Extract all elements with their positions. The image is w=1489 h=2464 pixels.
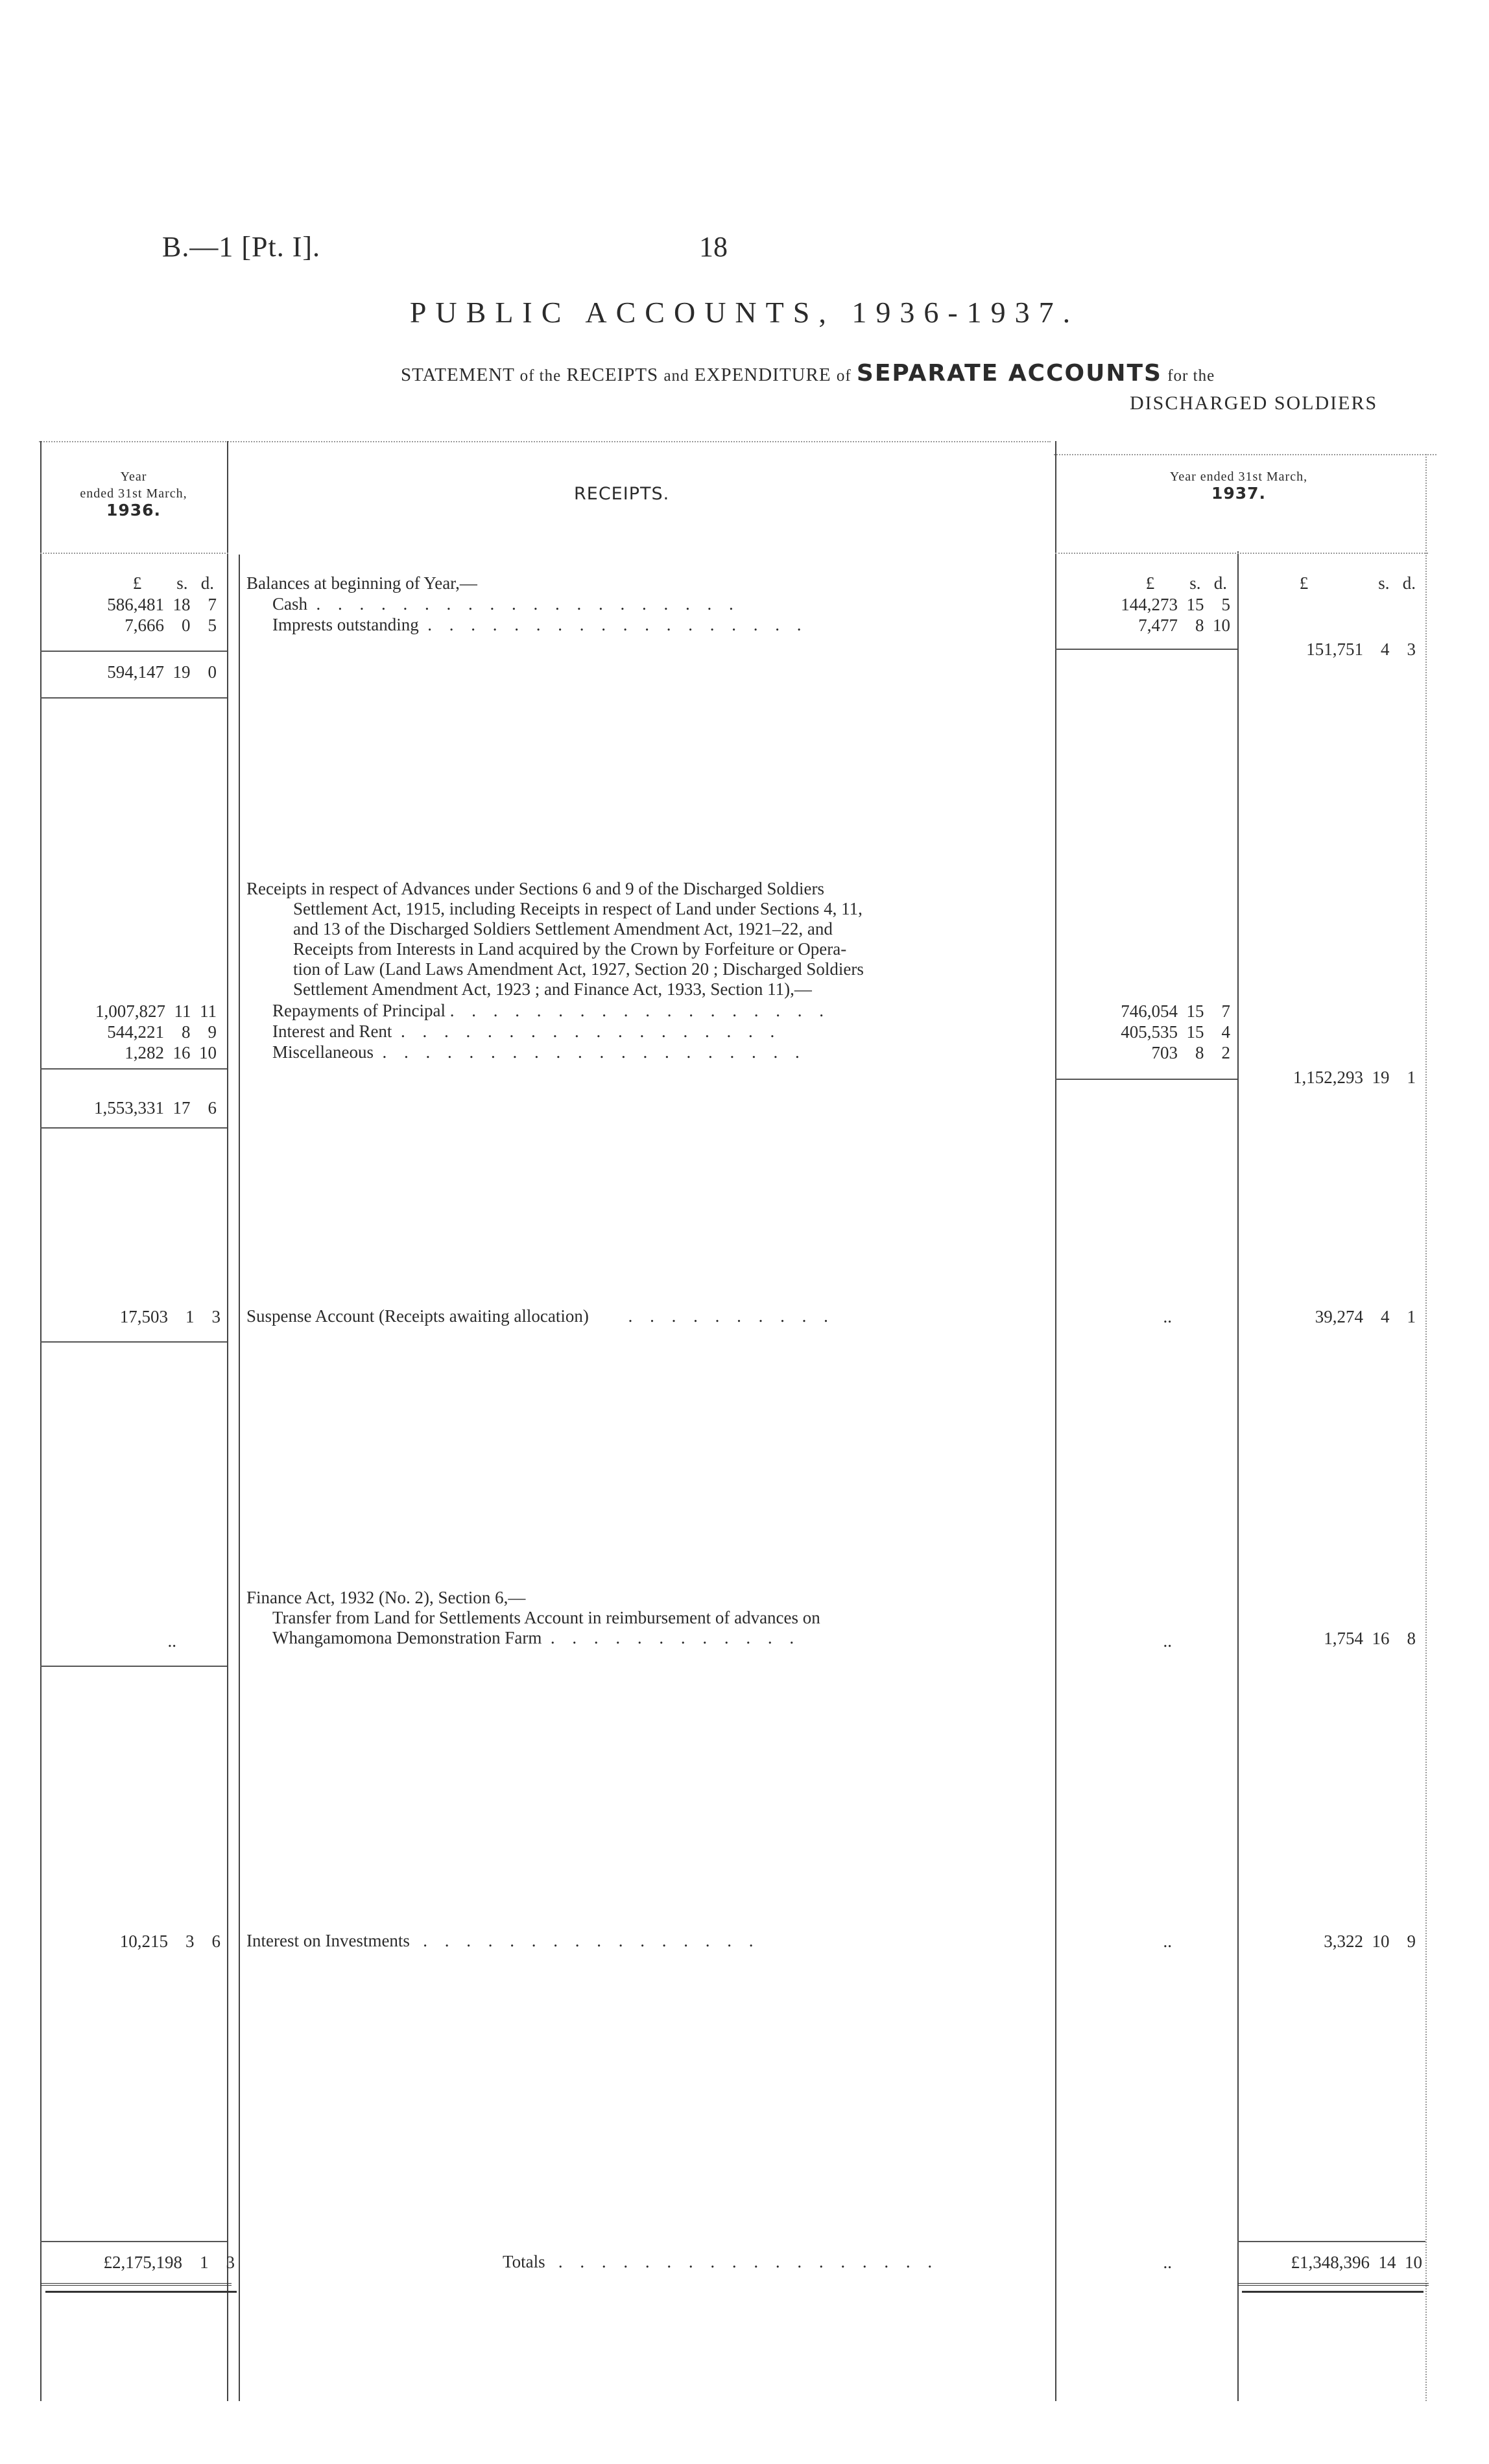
- balances-heading: Balances at beginning of Year,—: [246, 573, 477, 593]
- current-advances-rule: [1055, 1079, 1237, 1080]
- page-number: 18: [699, 231, 728, 263]
- investments-label: Interest on Investments: [246, 1931, 410, 1950]
- current-totals-detail: ..: [1163, 2253, 1172, 2272]
- totals-row-label: [503, 2252, 938, 2272]
- prev-finance-value: ..: [167, 1631, 176, 1651]
- finance-act-leader: . . . . . . . . . . . .: [550, 1628, 801, 1647]
- prev-balances-rule: [40, 651, 227, 652]
- current-detail-lsd-header: £ s. d.: [1145, 573, 1227, 593]
- header-rule-left: [40, 553, 228, 554]
- prev-totals-rule-bottom: [40, 2283, 232, 2286]
- current-advances-total: 1,152,293 19 1: [1293, 1068, 1416, 1087]
- advances-line-2: Settlement Act, 1915, including Receipts in respect of Land under Sections 4, 11,: [293, 899, 863, 918]
- finance-act-line-3: Whangamomona Demonstration Farm: [272, 1628, 542, 1647]
- prev-suspense-value: 17,503 1 3: [119, 1307, 220, 1326]
- statement-separate-accounts: SEPARATE ACCOUNTS: [856, 360, 1162, 387]
- prev-totals-rule-heavy: [45, 2291, 237, 2293]
- finance-act-line-3-row: [246, 1628, 800, 1648]
- totals-label: Totals: [503, 2252, 545, 2271]
- prev-advances-total: 1,553,331 17 6: [94, 1098, 217, 1118]
- current-totals-value: £1,348,396 14 10: [1291, 2253, 1422, 2272]
- repayments-row-label: [246, 1001, 830, 1021]
- page-title: PUBLIC ACCOUNTS, 1936-1937.: [409, 296, 1080, 329]
- prev-advances-rule-2: [40, 1127, 227, 1129]
- current-suspense-detail: ..: [1163, 1307, 1172, 1326]
- suspense-row-label: [246, 1306, 835, 1326]
- investments-leader: . . . . . . . . . . . . . . . .: [423, 1931, 760, 1950]
- prev-balances-total: 594,147 19 0: [107, 662, 217, 682]
- advances-line-3: and 13 of the Discharged Soldiers Settlement Amendment Act, 1921–22, and: [293, 919, 833, 939]
- statement-and: and: [663, 367, 689, 385]
- current-finance-value: 1,754 16 8: [1324, 1629, 1416, 1648]
- current-detail-column-rule: [1055, 441, 1056, 2401]
- suspense-leader: . . . . . . . . . .: [628, 1306, 835, 1326]
- prev-year-header: [40, 468, 227, 520]
- statement-expenditure: EXPENDITURE: [694, 365, 831, 385]
- advances-line-4: Receipts from Interests in Land acquired by the Crown by Forfeiture or Opera-: [293, 939, 847, 959]
- receipts-header: RECEIPTS.: [574, 484, 670, 504]
- imprests-label: Imprests outstanding: [272, 615, 419, 634]
- current-year-header-year: 1937.: [1211, 484, 1267, 503]
- prev-balances-rule-2: [40, 697, 227, 699]
- prev-year-header-line1: Year: [120, 470, 147, 484]
- investments-row-label: [246, 1931, 759, 1951]
- prev-imprests-value: 7,666 0 5: [125, 616, 217, 635]
- interest-rent-row-label: [246, 1022, 781, 1042]
- finance-act-line-1: Finance Act, 1932 (No. 2), Section 6,—: [246, 1588, 526, 1607]
- totals-leader: . . . . . . . . . . . . . . . . . .: [558, 2252, 939, 2271]
- header-rule-right: [1055, 553, 1428, 554]
- current-interest-rent-value: 405,535 15 4: [1121, 1022, 1230, 1042]
- cash-row-label: [246, 594, 740, 614]
- prev-totals-value: £2,175,198 1 3: [103, 2253, 235, 2272]
- interest-rent-leader: . . . . . . . . . . . . . . . . . .: [400, 1022, 781, 1041]
- miscellaneous-label: Miscellaneous: [272, 1042, 374, 1062]
- statement-of: of the: [519, 367, 562, 385]
- prev-investments-value: 10,215 3 6: [119, 1932, 220, 1951]
- prev-cash-value: 586,481 18 7: [107, 595, 217, 614]
- advances-line-6: Settlement Amendment Act, 1923 ; and Finance Act, 1933, Section 11),—: [293, 979, 812, 999]
- current-totals-rule-bottom: [1237, 2283, 1429, 2286]
- statement-receipts: RECEIPTS: [566, 365, 659, 385]
- current-finance-detail: ..: [1163, 1631, 1172, 1651]
- imprests-row-label: [246, 615, 807, 635]
- current-year-header: [1102, 468, 1375, 503]
- discharged-soldiers-heading: DISCHARGED SOLDIERS: [1130, 392, 1378, 414]
- statement-for: for the: [1167, 367, 1215, 385]
- current-year-header-line1: Year ended 31st March,: [1169, 470, 1308, 484]
- prev-advances-rule: [40, 1068, 227, 1070]
- current-suspense-value: 39,274 4 1: [1315, 1307, 1416, 1326]
- statement-heading: [401, 360, 1215, 387]
- imprests-leader: . . . . . . . . . . . . . . . . . .: [427, 615, 808, 634]
- table-top-rule: [39, 441, 1051, 442]
- cash-label: Cash: [272, 594, 307, 614]
- table-right-border: [1425, 454, 1427, 2401]
- suspense-label: Suspense Account (Receipts awaiting allocation): [246, 1306, 589, 1326]
- current-miscellaneous-value: 703 8 2: [1151, 1043, 1230, 1062]
- prev-year-header-line2: ended 31st March,: [80, 486, 187, 501]
- statement-of-2: of: [836, 367, 852, 385]
- current-investments-value: 3,322 10 9: [1324, 1932, 1416, 1951]
- current-totals-rule-heavy: [1242, 2291, 1423, 2293]
- current-investments-detail: ..: [1163, 1932, 1172, 1951]
- finance-act-line-2: Transfer from Land for Settlements Account in reimbursement of advances on: [272, 1608, 820, 1627]
- repayments-leader: . . . . . . . . . . . . . . . . . .: [449, 1001, 830, 1020]
- advances-line-1: Receipts in respect of Advances under Sections 6 and 9 of the Discharged Soldiers: [246, 879, 825, 898]
- finance-rule: [40, 1666, 227, 1667]
- suspense-rule: [40, 1341, 227, 1343]
- current-total-lsd-header: £ s. d.: [1299, 573, 1416, 593]
- prev-interest-rent-value: 544,221 8 9: [107, 1022, 217, 1042]
- current-repayments-value: 746,054 15 7: [1121, 1001, 1230, 1021]
- current-totals-rule-top: [1237, 2241, 1425, 2242]
- interest-rent-label: Interest and Rent: [272, 1022, 392, 1041]
- document-reference: B.—1 [Pt. I].: [162, 231, 320, 263]
- current-balances-total: 151,751 4 3: [1306, 640, 1416, 659]
- prev-miscellaneous-value: 1,282 16 10: [125, 1043, 217, 1062]
- prev-totals-rule-top: [40, 2241, 227, 2242]
- current-imprests-value: 7,477 8 10: [1138, 616, 1230, 635]
- miscellaneous-row-label: [246, 1042, 806, 1062]
- receipts-column-rule: [239, 555, 240, 2401]
- prev-year-column-rule: [227, 441, 228, 2401]
- current-total-column-rule: [1237, 551, 1239, 2401]
- prev-repayments-value: 1,007,827 11 11: [95, 1001, 217, 1021]
- prev-lsd-header: £ s. d.: [132, 573, 214, 593]
- prev-year-header-year: 1936.: [106, 501, 161, 520]
- current-cash-value: 144,273 15 5: [1121, 595, 1230, 614]
- statement-prefix: STATEMENT: [401, 365, 515, 385]
- advances-line-5: tion of Law (Land Laws Amendment Act, 1927, Section 20 ; Discharged Soldiers: [293, 959, 864, 979]
- current-balances-rule: [1055, 649, 1237, 650]
- repayments-label: Repayments of Principal: [272, 1001, 446, 1020]
- cash-leader: . . . . . . . . . . . . . . . . . . . .: [316, 594, 740, 614]
- table-left-border: [40, 441, 42, 2401]
- table-top-rule-right: [1054, 454, 1436, 455]
- miscellaneous-leader: . . . . . . . . . . . . . . . . . . . .: [382, 1042, 806, 1062]
